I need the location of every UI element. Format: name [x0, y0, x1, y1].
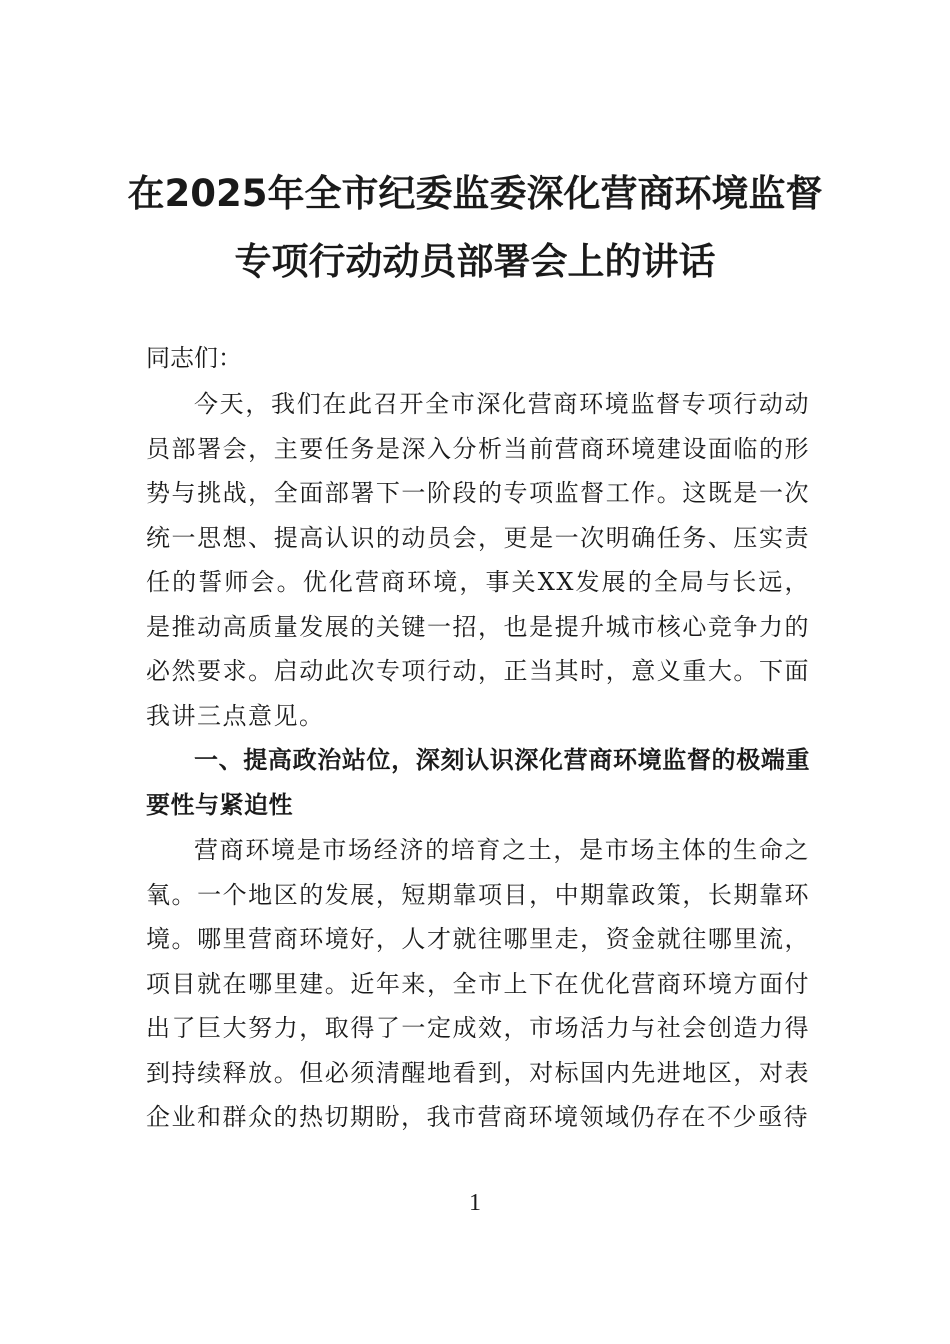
paragraph-intro: 今天，我们在此召开全市深化营商环境监督专项行动动员部署会，主要任务是深入分析当前营商环境建设面临的形势与挑战，全面部署下一阶段的专项监督工作。这既是一次统一思想、提高认识的动员会，更是一次明确任务、压实责任的誓师会。优化营商环境，事关XX发展的全局与长远，是推动高质量发展的关键一招，也是提升城市核心竞争力的必然要求。启动此次专项行动，正当其时，意义重大。下面我讲三点意见。 — [146, 390, 810, 730]
paragraph-section-1: 营商环境是市场经济的培育之土，是市场主体的生命之氧。一个地区的发展，短期靠项目，中期靠政策，长期靠环境。哪里营商环境好，人才就往哪里走，资金就往哪里流，项目就在哪里建。近年来，全市上下在优化营商环境方面付出了巨大努力，取得了一定成效，市场活力与社会创造力得到持续释放。但必须清醒地看到，对标国内先进地区，对表企业和群众的热切期盼，我市营商环境领域仍存在不少亟待 — [146, 836, 810, 1131]
document-title-line-2: 专项行动动员部署会上的讲话 — [234, 240, 716, 283]
document-title-line-1: 在2025年全市纪委监委深化营商环境监督 — [127, 172, 823, 215]
salutation: 同志们： — [146, 344, 242, 372]
section-heading-1: 一、提高政治站位，深刻认识深化营商环境监督的极端重要性与紧迫性 — [146, 746, 810, 819]
page-number: 1 — [469, 1190, 481, 1216]
